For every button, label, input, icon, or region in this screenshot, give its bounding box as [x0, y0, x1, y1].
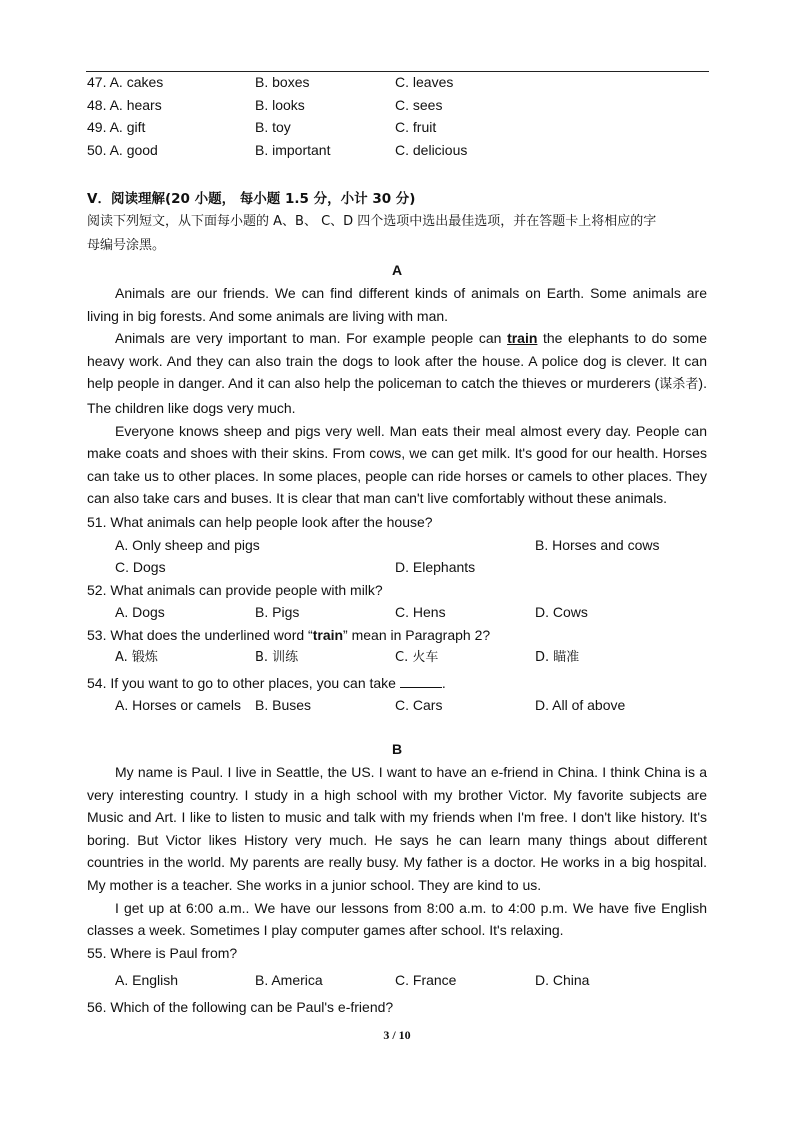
- question-54-stem: [87, 674, 446, 692]
- passage-b-paragraph-1: My name is Paul. I live in Seattle, the US. I want to have an e-friend in China. I think China is a very interesting country. I study in a high school with my brother Victor. My favorite subjects are Music and Art. I like to listen to music and talk with my friends when I'm free. I don't like history. It's boring. But Victor likes History very much. He says he can learn many things about different countries in the world. My parents are really busy. My father is a doctor. He works in a big hospital. My mother is a teacher. She works in a junior school. They are kind to us.: [87, 764, 707, 893]
- option-49-b: B. toy: [255, 119, 291, 135]
- option-50-c: C. delicious: [395, 142, 468, 158]
- option-51-d: D. Elephants: [395, 559, 476, 575]
- passage-b-label: B: [391, 741, 403, 757]
- passage-a-label: A: [391, 262, 403, 278]
- answer-blank: [400, 675, 442, 688]
- question-53-stem: [87, 626, 490, 644]
- option-49-c: C. fruit: [395, 119, 437, 135]
- section-instruction-line2: 母编号涂黑。: [87, 238, 166, 253]
- option-55-d: D. China: [535, 972, 590, 988]
- passage-a-p2-text: Animals are very important to man. For example people can: [115, 330, 508, 347]
- option-51-c: C. Dogs: [115, 559, 166, 575]
- option-51-a: A. Only sheep and pigs: [115, 537, 260, 553]
- passage-a-paragraph-2: [87, 327, 707, 419]
- passage-a-paragraph-3: Everyone knows sheep and pigs very well. Man eats their meal almost every day. People can make coats and shoes with their skins. From cows, we can get milk. It's good for our health. Horses can take us to other places. In some places, people can ride horses or camels to other places. They can also take cars and buses. It is clear that man can't live comfortably without these animals.: [87, 422, 707, 507]
- question-53-text-2: ” mean in Paragraph 2?: [343, 627, 491, 643]
- option-54-d: D. All of above: [535, 697, 626, 713]
- option-53-c: C. 火车: [395, 650, 439, 665]
- question-53-text: 53. What does the underlined word “: [87, 627, 313, 643]
- page-number: 3 / 10: [383, 1028, 411, 1042]
- option-54-c: C. Cars: [395, 697, 443, 713]
- option-48-a: 48. A. hears: [87, 97, 162, 113]
- option-53-b: B. 训练: [255, 650, 299, 665]
- option-48-b: B. looks: [255, 97, 305, 113]
- question-51-stem: 51. What animals can help people look after the house?: [87, 514, 433, 530]
- passage-a: [87, 282, 707, 510]
- question-54-period: .: [441, 675, 446, 691]
- option-50-a: 50. A. good: [87, 142, 158, 158]
- option-52-b: B. Pigs: [255, 604, 300, 620]
- option-47-a: 47. A. cakes: [87, 74, 164, 90]
- option-55-b: B. America: [255, 972, 323, 988]
- passage-a-p2-text-2: the elephants to do some heavy work. And they can also train the dogs to look after the house. A police dog is clever. It can help people in danger. And it can also help the policeman to catch the thieves or murderers (: [87, 330, 708, 392]
- option-51-b: B. Horses and cows: [535, 537, 660, 553]
- question-52-stem: 52. What animals can provide people with milk?: [87, 582, 383, 598]
- option-49-a: 49. A. gift: [87, 119, 146, 135]
- question-55-stem: 55. Where is Paul from?: [87, 945, 238, 961]
- option-52-a: A. Dogs: [115, 604, 165, 620]
- question-54-text: 54. If you want to go to other places, you can take: [87, 675, 400, 691]
- question-53-word: train: [312, 627, 344, 643]
- option-54-b: B. Buses: [255, 697, 312, 713]
- option-55-a: A. English: [115, 972, 179, 988]
- passage-b-paragraph-2: I get up at 6:00 a.m.. We have our lessons from 8:00 a.m. to 4:00 p.m. We have five English classes a week. Sometimes I play computer games after school. It's relaxing.: [87, 899, 707, 939]
- passage-a-p2-chinese-gloss: 谋杀者: [659, 377, 699, 393]
- header-rule: [86, 71, 709, 72]
- section-title: V．阅读理解(20 小题， 每小题 1.5 分，小计 30 分): [87, 191, 416, 207]
- passage-a-paragraph-1: Animals are our friends. We can find different kinds of animals on Earth. Some animals are living in big forests. And some animals are living with man.: [87, 285, 707, 324]
- underlined-word-train: train: [507, 330, 538, 347]
- option-47-c: C. leaves: [395, 74, 454, 90]
- option-48-c: C. sees: [395, 97, 443, 113]
- option-53-a: A. 锻炼: [115, 650, 158, 665]
- option-52-d: D. Cows: [535, 604, 588, 620]
- passage-a-p2-text-3: ). The children like dogs very much.: [87, 375, 707, 416]
- option-54-a: A. Horses or camels: [115, 697, 242, 713]
- option-52-c: C. Hens: [395, 604, 446, 620]
- option-55-c: C. France: [395, 972, 457, 988]
- option-50-b: B. important: [255, 142, 331, 158]
- question-56-stem: 56. Which of the following can be Paul's e-friend?: [87, 999, 394, 1015]
- option-47-b: B. boxes: [255, 74, 310, 90]
- passage-b: [87, 761, 707, 942]
- section-instruction-line1: 阅读下列短文，从下面每小题的 A、B、 C、D 四个选项中选出最佳选项，并在答题卡上将相应的字: [87, 214, 657, 229]
- option-53-d: D. 瞄准: [535, 650, 580, 665]
